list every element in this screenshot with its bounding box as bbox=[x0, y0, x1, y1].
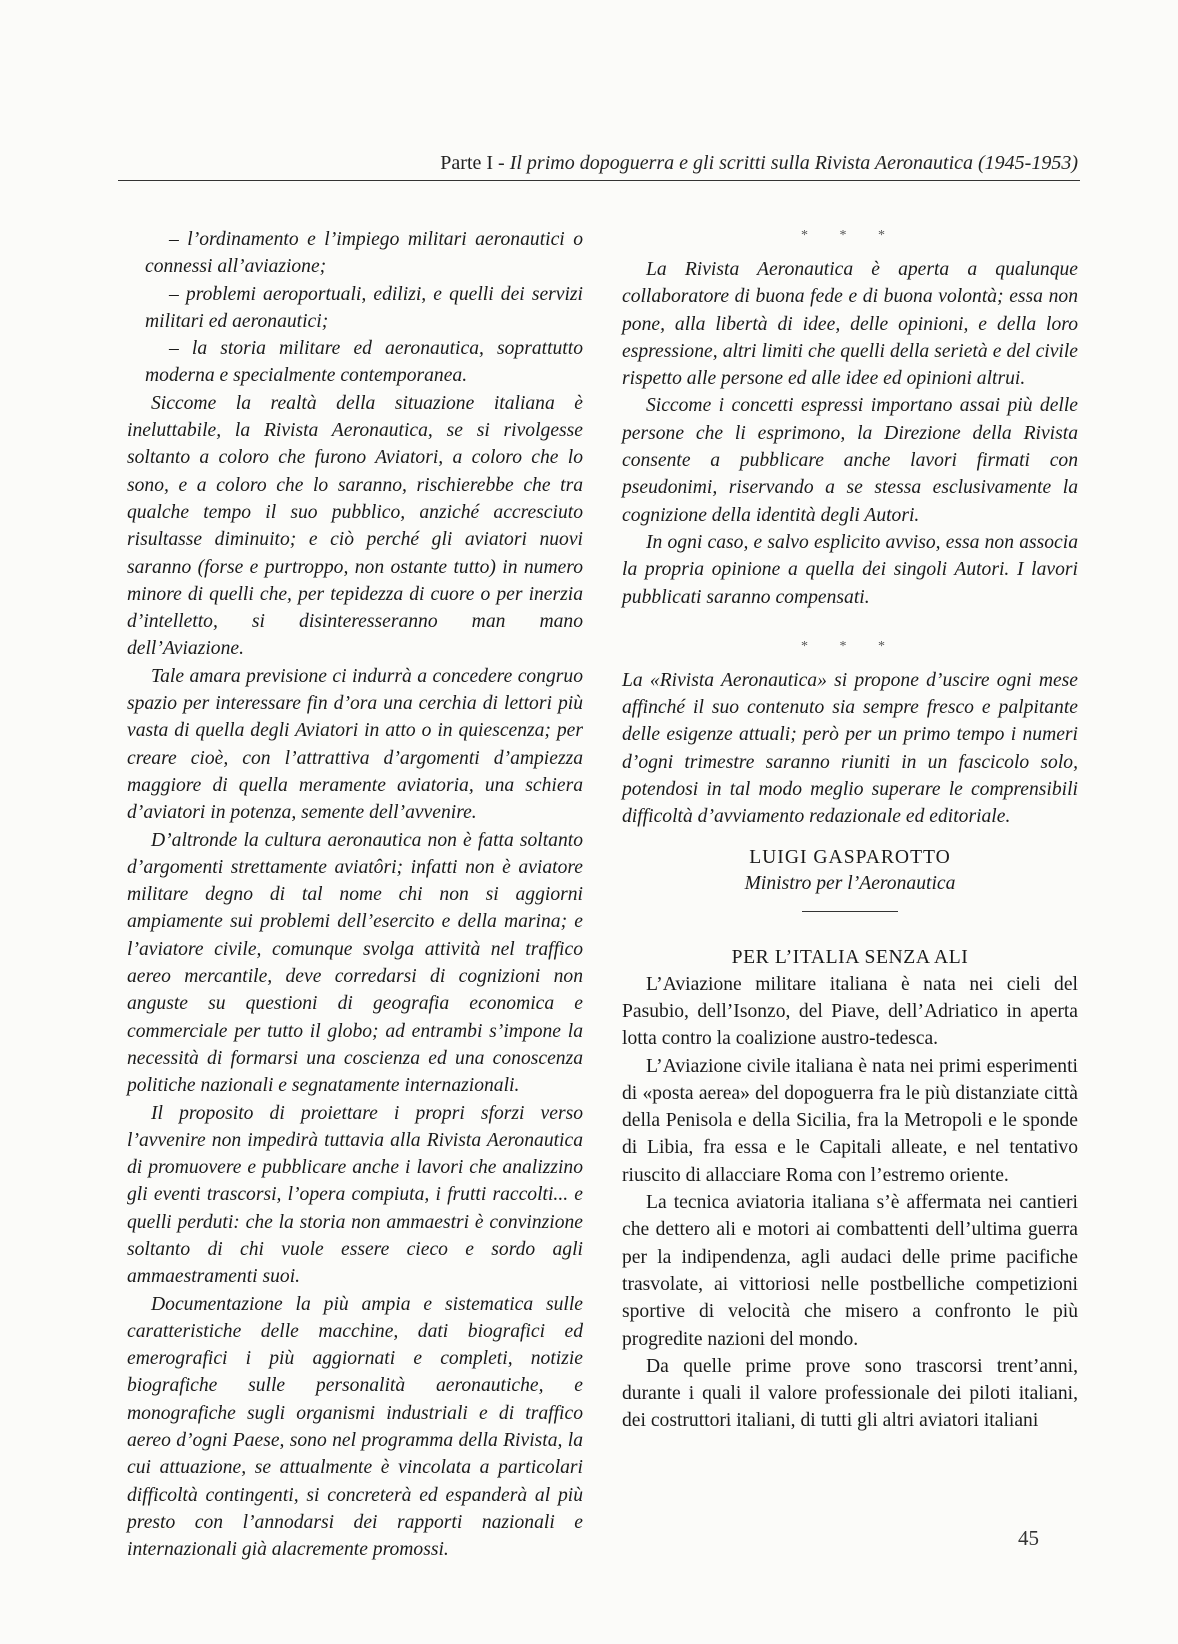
paragraph: Da quelle prime prove sono trascorsi trent’anni, durante i quali il valore professionale dei piloti italiani, dei costruttori italiani, di tutti gli altri aviatori italiani bbox=[622, 1355, 1078, 1432]
paragraph: Siccome i concetti espressi importano assai più delle persone che li esprimono, la Direzione della Rivista consente a pubblicare anche lavori firmati con pseudonimi, riservando a se stessa esclusivamente la cognizione della identità degli Autori. bbox=[622, 395, 1078, 526]
page-number: 45 bbox=[1018, 1526, 1039, 1550]
paragraph: In ogni caso, e salvo esplicito avviso, essa non associa la propria opinione a quella dei singoli Autori. I lavori pubblicati saranno compensati. bbox=[622, 531, 1078, 608]
signature-role: Ministro per l’Aeronautica bbox=[744, 872, 956, 894]
signature-name: LUIGI GASPAROTTO bbox=[749, 846, 951, 868]
section-title: PER L’ITALIA SENZA ALI bbox=[731, 946, 969, 968]
paragraph: Il proposito di proiettare i propri sforzi verso l’avvenire non impedirà tuttavia alla Rivista Aeronautica di promuovere e pubblicare anche i lavori che analizzino gli eventi trascorsi, l’opera compiuta, i frutti raccolti... e quelli perduti: che la storia non ammaestri è convinzione soltanto di chi vuole essere cieco e sordo agli ammaestramenti suoi. bbox=[127, 1102, 583, 1288]
left-column bbox=[127, 226, 583, 1564]
article-body bbox=[622, 971, 1078, 1435]
publication-notice bbox=[622, 667, 1078, 831]
header-rule bbox=[118, 180, 1080, 181]
paragraph: L’Aviazione civile italiana è nata nei primi esperimenti di «posta aerea» del dopoguerra fra le più distanziate città della Penisola e della Sicilia, fra la Metropoli e le sponde di Libia, fra essa e le Capitali alleate, e nel tentativo riuscito di allacciare Roma con l’estremo oriente. bbox=[622, 1055, 1078, 1186]
right-column bbox=[622, 226, 1078, 1435]
paragraph: La «Rivista Aeronautica» si propone d’uscire ogni mese affinché il suo contenuto sia sempre fresco e palpitante delle esigenze attuali; però per un primo tempo i numeri d’ogni trimestre saranno riuniti in un fascicolo solo, potendosi in tal modo meglio superare le comprensibili difficoltà d’avviamento redazionale ed editoriale. bbox=[622, 669, 1078, 828]
running-header bbox=[118, 151, 1078, 175]
paragraph: L’Aviazione militare italiana è nata nei cieli del Pasubio, dell’Isonzo, del Piave, dell’Adriatico in aperta lotta contro la coalizione austro-tedesca. bbox=[622, 973, 1078, 1050]
list-item: – la storia militare ed aeronautica, soprattutto moderna e specialmente contemporanea. bbox=[145, 338, 583, 387]
header-prefix: Parte I - bbox=[440, 152, 510, 174]
section-divider bbox=[802, 911, 898, 912]
paragraph: La tecnica aviatoria italiana s’è affermata nei cantieri che dettero ali e motori ai combattenti dell’ultima guerra per la indipendenza, agli audaci delle prime pacifiche trasvolate, ai vittoriosi nelle postbelliche competizioni sportive di velocità che misero a confronto le più progredite nazioni del mondo. bbox=[622, 1192, 1078, 1350]
list-item: – problemi aeroportuali, edilizi, e quelli dei servizi militari ed aeronautici; bbox=[145, 283, 583, 332]
paragraph: Tale amara previsione ci indurrà a concedere congruo spazio per interessare fin d’ora una cerchia di lettori più vasta di quella degli Aviatori in atto o in quiescenza; per creare cioè, con l’attrattiva d’argomenti d’ampiezza maggiore di quella meramente aviatoria, una schiera d’aviatori in potenza, semente dell’avvenire. bbox=[127, 665, 583, 824]
header-title: Il primo dopoguerra e gli scritti sulla Rivista Aeronautica (1945-1953) bbox=[509, 152, 1078, 174]
asterism-divider: * * * bbox=[801, 638, 899, 654]
editorial-policy bbox=[622, 256, 1078, 611]
paragraph: D’altronde la cultura aeronautica non è fatta soltanto d’argomenti strettamente aviatôri; infatti non è aviatore militare degno di tal nome chi non si aggiorni ampiamente sui problemi dell’esercito e della marina; e l’aviatore civile, comunque svolga attività nel traffico aereo mercantile, deve corredarsi di cognizioni non anguste su questioni di geografia economica e commerciale per tutto il globo; ad entrambi s’impone la necessità di formarsi una coscienza ed una conoscenza politiche nazionali e segnatamente internazionali. bbox=[127, 829, 583, 1097]
asterism-divider: * * * bbox=[801, 228, 899, 243]
paragraph: Documentazione la più ampia e sistematica sulle caratteristiche delle macchine, dati biografici ed emerografici i più aggiornati e completi, notizie biografiche sulle personalità aeronautiche, e monografiche sugli organismi industriali e di traffico aereo d’ogni Paese, sono nel programma della Rivista, la cui attuazione, se attualmente è vincolata a particolari difficoltà contingenti, si concreterà ed espanderà al più presto con l’annodarsi dei rapporti nazionali e internazionali già alacremente promossi. bbox=[127, 1293, 583, 1561]
list-item: – l’ordinamento e l’impiego militari aeronautici o connessi all’aviazione; bbox=[145, 229, 583, 278]
paragraph: Siccome la realtà della situazione italiana è ineluttabile, la Rivista Aeronautica, se si rivolgesse soltanto a coloro che furono Aviatori, a coloro che lo sono, e a coloro che lo saranno, rischierebbe che tra qualche tempo il suo pubblico, anziché accresciuto risultasse diminuito; e ciò perché gli aviatori nuovi saranno (forse e purtroppo, non ostante tutto) in numero minore di quelli che, per tepidezza di cuore o per inerzia d’intelletto, si disinteresseranno man mano dell’Aviazione. bbox=[127, 392, 583, 660]
paragraph: La Rivista Aeronautica è aperta a qualunque collaboratore di buona fede e di buona volontà; essa non pone, alla libertà di idee, delle opinioni, e della loro espressione, altri limiti che quelli della serietà e del civile rispetto alle persone ed alle idee ed opinioni altrui. bbox=[622, 259, 1078, 390]
